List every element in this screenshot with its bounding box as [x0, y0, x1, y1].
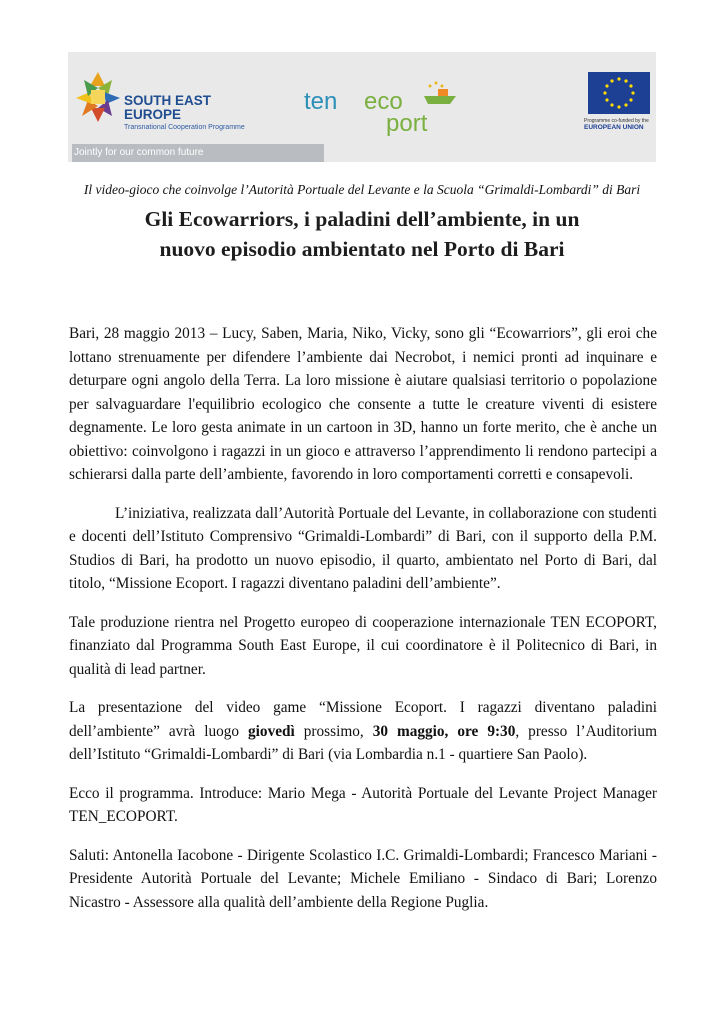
eu-text-block	[584, 118, 649, 132]
paragraph-6: Saluti: Antonella Iacobone - Dirigente Scolastico I.C. Grimaldi-Lombardi; Francesco Mariani - Presidente Autorità Portuale del Levante; Michele Emiliano - Sindaco di Bari; Lorenzo Nicastro - Assessore alla qualità dell’ambiente della Regione Puglia.	[69, 846, 657, 911]
header-banner	[68, 52, 656, 162]
paragraph-4-part-c: , presso l’Auditorium dell’Istituto “Grimaldi-Lombardi” di Bari (via Lombardia n.1 - quartiere San Paolo).	[69, 722, 657, 763]
south-east-europe-logo-icon	[74, 72, 122, 122]
ten-word: ten	[304, 88, 338, 115]
paragraph-4-bold-date: 30 maggio, ore 9:30	[372, 722, 516, 740]
see-tagline: Jointly for our common future	[72, 144, 324, 162]
title-line-2: nuovo episodio ambientato nel Porto di Bari	[159, 237, 565, 261]
paragraph-5: Ecco il programma. Introduce: Mario Mega - Autorità Portuale del Levante Project Manager TEN_ECOPORT.	[69, 784, 657, 825]
see-text-block	[124, 94, 245, 131]
paragraph-4-part-b: prossimo,	[294, 722, 373, 740]
see-name-line1: SOUTH EAST	[124, 93, 212, 108]
paragraph-4	[69, 696, 657, 767]
ten-ecoport-logo	[304, 80, 504, 140]
eu-flag-icon	[588, 72, 650, 114]
eu-caption: Programme co-funded by the	[584, 118, 649, 124]
ship-icon	[420, 80, 460, 106]
paragraph-4-bold-day: giovedì	[248, 722, 295, 740]
see-subtitle: Transnational Cooperation Programme	[124, 124, 245, 131]
port-word: port	[386, 110, 428, 137]
paragraph-1: Bari, 28 maggio 2013 – Lucy, Saben, Maria, Niko, Vicky, sono gli “Ecowarriors”, gli eroi che lottano strenuamente per difendere l’ambiente dai Necrobot, i nemici pronti ad inquinare e deturpare ogni angolo della Terra. La loro missione è aiutare qualsiasi territorio o popolazione per salvaguardare l'equilibrio ecologico che consente a tutte le creature viventi di esistere degnamente. Le loro gesta animate in un cartoon in 3D, hanno un forte merito, che è anche un obiettivo: coinvolgono i ragazzi in un gioco e attraverso l’apprendimento li rendono partecipi a schierarsi dalla parte dell’ambiente, favorendo in loro comportamenti corretti e consapevoli.	[69, 325, 657, 483]
title-line-1: Gli Ecowarriors, i paladini dell’ambiente, in un	[144, 207, 580, 231]
paragraph-3: Tale produzione rientra nel Progetto europeo di cooperazione internazionale TEN ECOPORT, finanziato dal Programma South East Europe, il cui coordinatore è il Politecnico di Bari, in qualità di lead partner.	[69, 613, 657, 678]
kicker-subtitle: Il video-gioco che coinvolge l’Autorità Portuale del Levante e la Scuola “Grimaldi-Lombardi” di Bari	[83, 182, 641, 197]
paragraph-2: L’iniziativa, realizzata dall’Autorità Portuale del Levante, in collaborazione con studenti e docenti dell’Istituto Comprensivo “Grimaldi-Lombardi” di Bari, con il supporto della P.M. Studios di Bari, ha prodotto un nuovo episodio, il quarto, ambientato nel Porto di Bari, dal titolo, “Missione Ecoport. I ragazzi diventano paladini dell’ambiente”.	[69, 504, 657, 592]
eu-name: EUROPEAN UNION	[584, 124, 644, 131]
see-name-line2: EUROPE	[124, 107, 182, 122]
eco-word: eco	[364, 88, 403, 115]
paragraph-4-part-a: La presentazione del video game “Missione Ecoport. I ragazzi diventano paladini dell’ambiente” avrà luogo	[69, 699, 657, 740]
page-title	[60, 204, 664, 264]
article-body	[69, 322, 657, 929]
